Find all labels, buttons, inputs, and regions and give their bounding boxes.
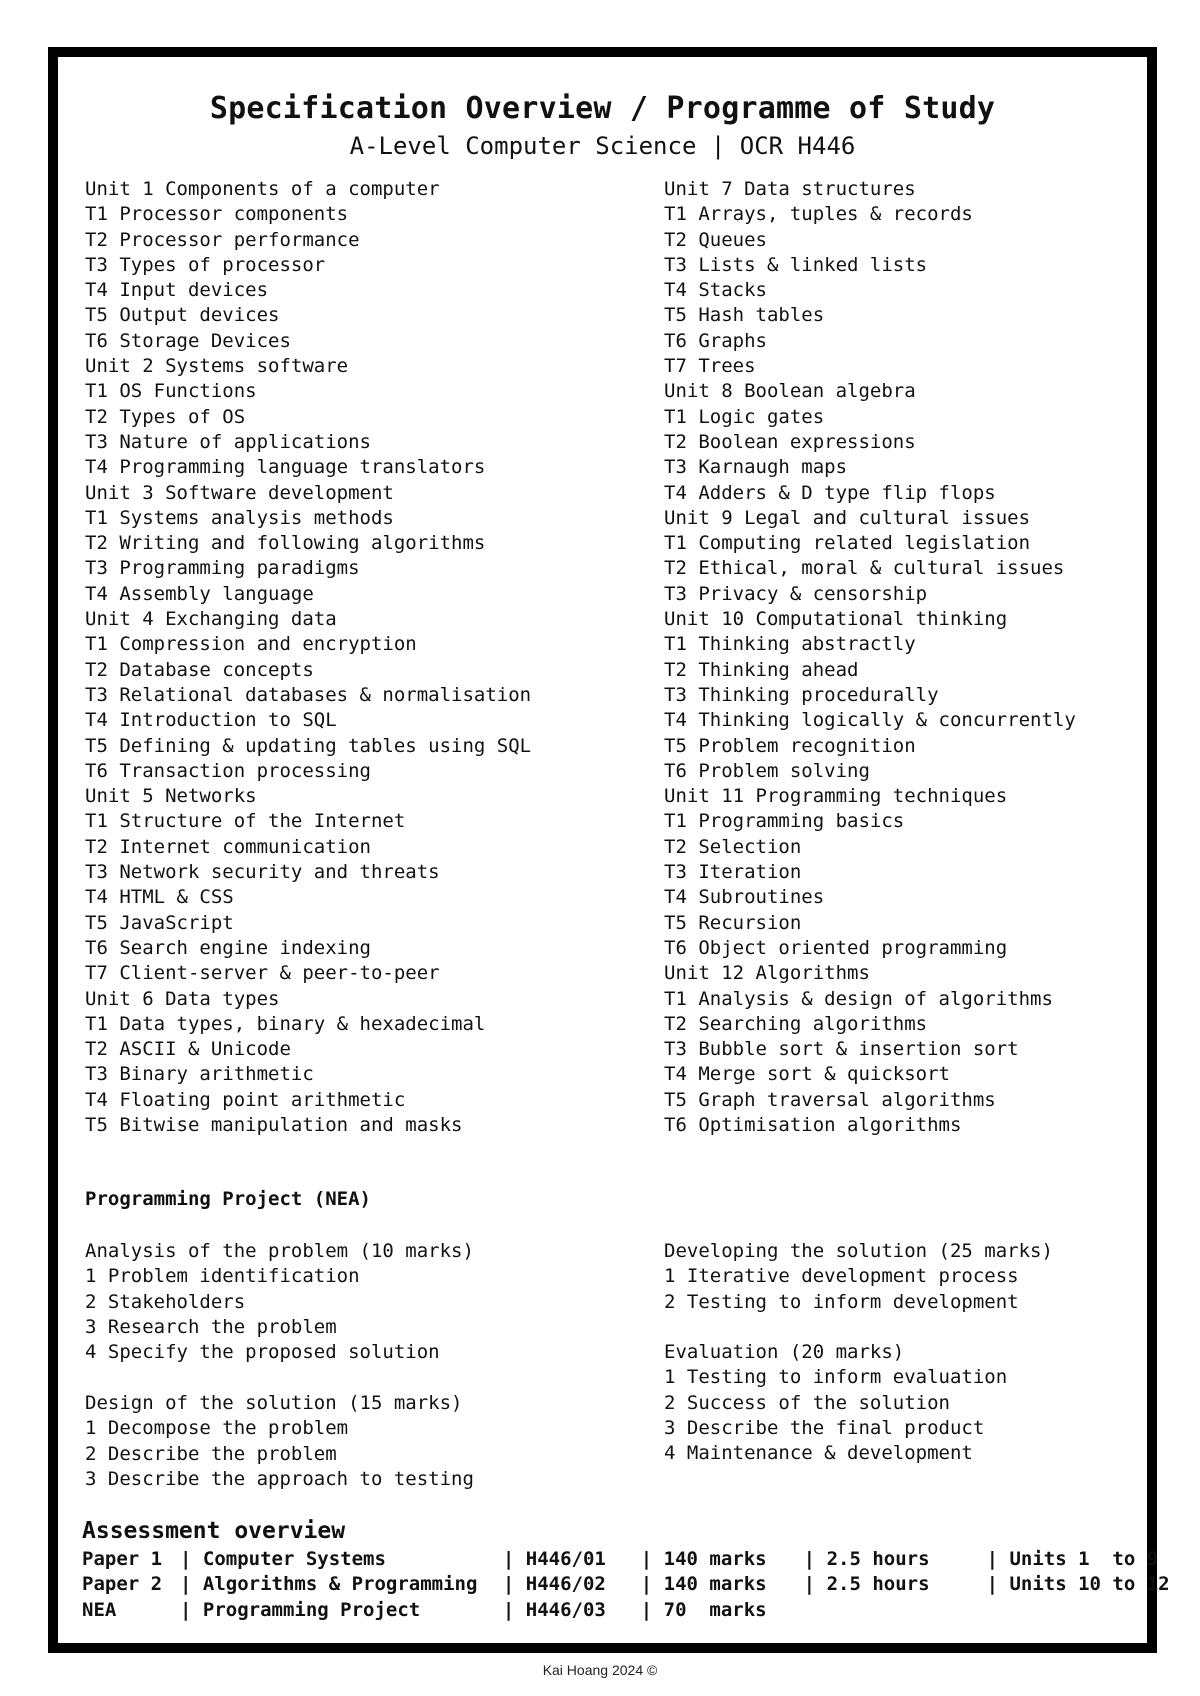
- topic-item: T2 ASCII & Unicode: [85, 1038, 291, 1061]
- topic-item: T5 Defining & updating tables using SQL: [85, 734, 532, 757]
- topic-item: T4 Merge sort & quicksort: [664, 1063, 950, 1086]
- nea-item: 3 Research the problem: [85, 1315, 337, 1338]
- nea-developing-block: [664, 1239, 1053, 1315]
- topic-item: T4 Stacks: [664, 279, 767, 302]
- topic-item: T7 Client-server & peer-to-peer: [85, 962, 440, 985]
- topic-item: T6 Storage Devices: [85, 329, 291, 352]
- column-separator: |: [502, 1548, 526, 1570]
- topic-item: T2 Queues: [664, 228, 767, 251]
- topic-item: T6 Search engine indexing: [85, 936, 371, 959]
- footer-credit: Kai Hoang 2024 ©: [542, 1662, 658, 1678]
- nea-item: 4 Specify the proposed solution: [85, 1341, 440, 1364]
- topic-item: T3 Binary arithmetic: [85, 1063, 314, 1086]
- topic-item: T2 Selection: [664, 835, 802, 858]
- topic-item: T7 Trees: [664, 355, 756, 378]
- topic-item: T1 Arrays, tuples & records: [664, 203, 973, 226]
- nea-item: 1 Decompose the problem: [85, 1417, 349, 1440]
- unit-heading: Unit 5 Networks: [85, 785, 257, 808]
- nea-item: Design of the solution (15 marks): [85, 1392, 463, 1414]
- topic-item: T4 Input devices: [85, 279, 269, 302]
- topic-item: T1 Analysis & design of algorithms: [664, 987, 1053, 1010]
- assessment-cell-time: 2.5 hours: [826, 1548, 930, 1570]
- topic-item: T3 Iteration: [664, 861, 802, 884]
- topic-item: T4 HTML & CSS: [85, 886, 234, 909]
- topic-item: T1 Thinking abstractly: [664, 633, 916, 656]
- unit-heading: Unit 2 Systems software: [85, 355, 349, 378]
- unit-heading: Unit 9 Legal and cultural issues: [664, 506, 1031, 529]
- nea-item: 3 Describe the final product: [664, 1416, 985, 1439]
- assessment-cell-code: H446/02: [525, 1573, 606, 1596]
- column-separator: |: [803, 1548, 827, 1570]
- units-left-column: [85, 177, 531, 1138]
- assessment-cell-name: Programming Project: [202, 1598, 421, 1621]
- column-separator: |: [180, 1548, 203, 1570]
- topic-item: T1 Processor components: [85, 203, 349, 226]
- topic-item: T3 Network security and threats: [85, 861, 440, 884]
- assessment-cell-time: 2.5 hours: [826, 1573, 930, 1596]
- assessment-cell-code: H446/03: [525, 1598, 606, 1621]
- assessment-cell-marks: 70 marks: [663, 1598, 767, 1621]
- topic-item: T5 Bitwise manipulation and masks: [85, 1113, 463, 1136]
- topic-item: T1 Data types, binary & hexadecimal: [85, 1012, 486, 1035]
- nea-item: 1 Problem identification: [85, 1265, 360, 1288]
- unit-heading: Unit 8 Boolean algebra: [664, 380, 916, 403]
- document-frame: [48, 47, 1170, 1653]
- nea-item: 2 Describe the problem: [85, 1442, 337, 1465]
- nea-item: 3 Describe the approach to testing: [85, 1467, 474, 1490]
- unit-heading: Unit 10 Computational thinking: [664, 608, 1008, 631]
- unit-heading: Unit 3 Software development: [85, 481, 394, 504]
- topic-item: T4 Adders & D type flip flops: [664, 481, 996, 504]
- nea-item: 1 Testing to inform evaluation: [664, 1366, 1008, 1389]
- assessment-row: [82, 1572, 1189, 1597]
- column-separator: |: [502, 1573, 526, 1596]
- nea-item: Evaluation (20 marks): [664, 1341, 905, 1363]
- topic-item: T2 Internet communication: [85, 835, 371, 858]
- topic-item: T2 Types of OS: [85, 405, 246, 428]
- unit-heading: Unit 6 Data types: [85, 987, 280, 1010]
- topic-item: T1 Systems analysis methods: [85, 506, 394, 529]
- topic-item: T1 Logic gates: [664, 405, 825, 428]
- assessment-cell-paper: NEA: [82, 1598, 117, 1621]
- topic-item: T3 Lists & linked lists: [664, 253, 928, 276]
- topic-item: T5 Recursion: [664, 911, 802, 934]
- topic-item: T2 Writing and following algorithms: [85, 532, 486, 555]
- topic-item: T4 Subroutines: [664, 886, 825, 909]
- topic-item: T5 JavaScript: [85, 911, 234, 934]
- unit-heading: Unit 11 Programming techniques: [664, 785, 1008, 808]
- column-separator: |: [180, 1598, 203, 1621]
- nea-item: 2 Success of the solution: [664, 1391, 950, 1414]
- assessment-cell-paper: Paper 1: [82, 1548, 163, 1570]
- nea-item: 2 Stakeholders: [85, 1290, 246, 1313]
- assessment-cell-code: H446/01: [525, 1548, 606, 1570]
- topic-item: T3 Bubble sort & insertion sort: [664, 1038, 1019, 1061]
- unit-heading: Unit 7 Data structures: [664, 178, 916, 200]
- topic-item: T3 Privacy & censorship: [664, 582, 928, 605]
- unit-heading: Unit 12 Algorithms: [664, 962, 870, 985]
- topic-item: T1 OS Functions: [85, 380, 257, 403]
- page-subtitle: A-Level Computer Science | OCR H446: [349, 132, 856, 160]
- assessment-heading: Assessment overview: [82, 1518, 346, 1544]
- topic-item: T2 Processor performance: [85, 228, 360, 251]
- topic-item: T1 Structure of the Internet: [85, 810, 406, 833]
- topic-item: T6 Transaction processing: [85, 759, 371, 782]
- nea-item: Developing the solution (25 marks): [664, 1240, 1053, 1262]
- topic-item: T3 Karnaugh maps: [664, 456, 848, 479]
- column-separator: |: [640, 1548, 664, 1570]
- assessment-cell-time: [804, 1598, 964, 1623]
- topic-item: T2 Boolean expressions: [664, 430, 916, 453]
- column-separator: |: [640, 1598, 664, 1621]
- nea-evaluation-block: [664, 1340, 1007, 1466]
- unit-heading: Unit 1 Components of a computer: [85, 178, 440, 200]
- topic-item: T1 Programming basics: [664, 810, 905, 833]
- topic-item: T3 Nature of applications: [85, 430, 371, 453]
- topic-item: T6 Optimisation algorithms: [664, 1113, 962, 1136]
- topic-item: T3 Programming paradigms: [85, 557, 360, 580]
- topic-item: T1 Computing related legislation: [664, 532, 1031, 555]
- topic-item: T5 Problem recognition: [664, 734, 916, 757]
- topic-item: T1 Compression and encryption: [85, 633, 417, 656]
- topic-item: T3 Types of processor: [85, 253, 326, 276]
- topic-item: T4 Programming language translators: [85, 456, 486, 479]
- nea-item: 4 Maintenance & development: [664, 1442, 973, 1465]
- column-separator: |: [502, 1598, 526, 1621]
- topic-item: T5 Graph traversal algorithms: [664, 1088, 996, 1111]
- topic-item: T4 Floating point arithmetic: [85, 1088, 406, 1111]
- topic-item: T3 Thinking procedurally: [664, 683, 939, 706]
- assessment-row: [82, 1598, 1189, 1623]
- assessment-row: [82, 1547, 1189, 1572]
- units-right-column: [664, 177, 1076, 1138]
- topic-item: T2 Ethical, moral & cultural issues: [664, 557, 1065, 580]
- column-separator: |: [180, 1573, 203, 1596]
- assessment-cell-name: Computer Systems: [202, 1548, 386, 1570]
- topic-item: T4 Assembly language: [85, 582, 314, 605]
- assessment-cell-units: [964, 1598, 1144, 1623]
- topic-item: T2 Thinking ahead: [664, 658, 859, 681]
- nea-item: 1 Iterative development process: [664, 1265, 1019, 1288]
- nea-item: 2 Testing to inform development: [664, 1290, 1019, 1313]
- column-separator: |: [986, 1573, 1010, 1596]
- topic-item: T6 Problem solving: [664, 759, 870, 782]
- assessment-table: [82, 1547, 1189, 1623]
- topic-item: T5 Output devices: [85, 304, 280, 327]
- column-separator: |: [803, 1573, 827, 1596]
- nea-design-block: [85, 1391, 474, 1492]
- column-separator: |: [640, 1573, 664, 1596]
- topic-item: T6 Graphs: [664, 329, 767, 352]
- topic-item: T6 Object oriented programming: [664, 936, 1008, 959]
- assessment-cell-name: Algorithms & Programming: [202, 1573, 478, 1596]
- assessment-cell-units: Units 10 to 12: [1009, 1573, 1170, 1596]
- topic-item: T4 Introduction to SQL: [85, 709, 337, 732]
- assessment-cell-units: Units 1 to 9: [1009, 1548, 1159, 1570]
- assessment-cell-marks: 140 marks: [663, 1548, 767, 1570]
- topic-item: T5 Hash tables: [664, 304, 825, 327]
- nea-heading: Programming Project (NEA): [85, 1188, 371, 1210]
- topic-item: T2 Database concepts: [85, 658, 314, 681]
- topic-item: T4 Thinking logically & concurrently: [664, 709, 1076, 732]
- assessment-cell-paper: Paper 2: [82, 1573, 163, 1596]
- topic-item: T2 Searching algorithms: [664, 1012, 928, 1035]
- nea-analysis-block: [85, 1239, 474, 1365]
- nea-item: Analysis of the problem (10 marks): [85, 1240, 474, 1262]
- column-separator: |: [986, 1548, 1010, 1570]
- unit-heading: Unit 4 Exchanging data: [85, 608, 337, 631]
- page-title: Specification Overview / Programme of Study: [209, 91, 996, 126]
- assessment-cell-marks: 140 marks: [663, 1573, 767, 1596]
- topic-item: T3 Relational databases & normalisation: [85, 683, 532, 706]
